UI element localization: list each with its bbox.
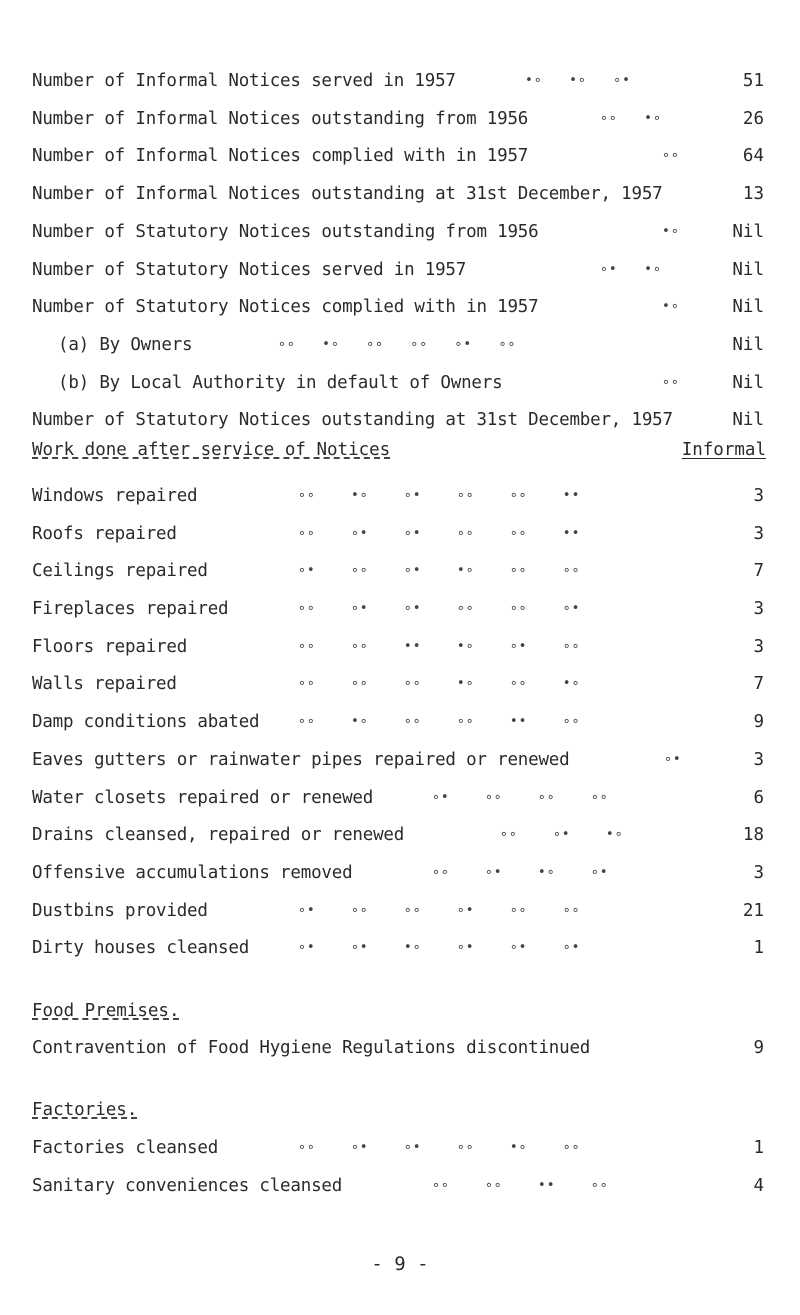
leader-dots: ∘• xyxy=(664,752,682,767)
row-label: Number of Informal Notices outstanding from 1956 xyxy=(32,109,529,129)
leader-dots: ∘∘ ∘∘ •• •∘ ∘• ∘∘ xyxy=(298,639,581,654)
row-value: 51 xyxy=(742,71,764,91)
row-value: 3 xyxy=(753,599,764,619)
leader-dots: ∘∘ ∘∘ •• ∘∘ xyxy=(432,1178,609,1193)
leader-dots: ∘∘ •∘ ∘∘ ∘∘ ∘• ∘∘ xyxy=(278,337,517,352)
row-label: Sanitary conveniences cleansed xyxy=(32,1176,343,1196)
row-value: 1 xyxy=(753,1138,764,1158)
row-value: 4 xyxy=(753,1176,764,1196)
row-label: Number of Statutory Notices complied with in 1957 xyxy=(32,297,539,317)
row-value: 3 xyxy=(753,863,764,883)
row-value: 26 xyxy=(742,109,764,129)
row-label: Number of Informal Notices outstanding at 31st December, 1957 xyxy=(32,184,663,204)
leader-dots: ∘• •∘ xyxy=(600,262,662,277)
leader-dots: ∘• ∘• •∘ ∘• ∘• ∘• xyxy=(298,940,581,955)
row-value: Nil xyxy=(732,222,764,242)
row-label: (b) By Local Authority in default of Owners xyxy=(58,373,503,393)
row-label: Number of Statutory Notices outstanding at 31st December, 1957 xyxy=(32,410,673,430)
row-value: Nil xyxy=(732,335,764,355)
row-label: Offensive accumulations removed xyxy=(32,863,353,883)
leader-dots: ∘∘ ∘• ∘• ∘∘ •∘ ∘∘ xyxy=(298,1140,581,1155)
row-label: Windows repaired xyxy=(32,486,198,506)
leader-dots: ∘• ∘∘ ∘∘ ∘• ∘∘ ∘∘ xyxy=(298,903,581,918)
leader-dots: ∘∘ •∘ xyxy=(600,111,662,126)
leader-dots: •∘ xyxy=(662,224,680,239)
row-label: Drains cleansed, repaired or renewed xyxy=(32,825,405,845)
row-value: Nil xyxy=(732,373,764,393)
row-label: Walls repaired xyxy=(32,674,177,694)
row-value: 7 xyxy=(753,561,764,581)
leader-dots: ∘• ∘∘ ∘∘ ∘∘ xyxy=(432,790,609,805)
row-label: Number of Statutory Notices served in 1957 xyxy=(32,260,467,280)
column-heading: Informal xyxy=(681,440,766,460)
row-label: Number of Statutory Notices outstanding from 1956 xyxy=(32,222,539,242)
row-value: 9 xyxy=(753,712,764,732)
row-label: Roofs repaired xyxy=(32,524,177,544)
row-label: (a) By Owners xyxy=(58,335,193,355)
leader-dots: ∘∘ ∘• ∘• ∘∘ ∘∘ ∘• xyxy=(298,601,581,616)
row-label: Fireplaces repaired xyxy=(32,599,229,619)
row-label: Ceilings repaired xyxy=(32,561,208,581)
leader-dots: ∘∘ xyxy=(662,375,680,390)
row-label: Number of Informal Notices complied with in 1957 xyxy=(32,146,529,166)
row-label: Number of Informal Notices served in 1957 xyxy=(32,71,456,91)
row-value: 7 xyxy=(753,674,764,694)
row-label: Damp conditions abated xyxy=(32,712,260,732)
row-label: Eaves gutters or rainwater pipes repaired or renewed xyxy=(32,750,570,770)
row-value: 3 xyxy=(753,524,764,544)
row-value: Nil xyxy=(732,297,764,317)
section-heading: Food Premises. xyxy=(32,1001,180,1021)
leader-dots: •∘ xyxy=(662,299,680,314)
leader-dots: ∘∘ ∘• •∘ xyxy=(500,827,624,842)
row-value: 18 xyxy=(742,825,764,845)
row-value: 3 xyxy=(753,750,764,770)
row-value: 1 xyxy=(753,938,764,958)
row-value: 3 xyxy=(753,486,764,506)
leader-dots: ∘• ∘∘ ∘• •∘ ∘∘ ∘∘ xyxy=(298,563,581,578)
section-heading: Factories. xyxy=(32,1100,138,1120)
row-value: 9 xyxy=(753,1038,764,1058)
row-label: Contravention of Food Hygiene Regulations discontinued xyxy=(32,1038,591,1058)
row-value: 21 xyxy=(742,901,764,921)
row-label: Water closets repaired or renewed xyxy=(32,788,374,808)
section-heading: Work done after service of Notices xyxy=(32,440,391,460)
row-value: Nil xyxy=(732,410,764,430)
row-label: Floors repaired xyxy=(32,637,188,657)
leader-dots: ∘∘ ∘• •∘ ∘• xyxy=(432,865,609,880)
leader-dots: ∘∘ ∘• ∘• ∘∘ ∘∘ •• xyxy=(298,526,581,541)
leader-dots: •∘ •∘ ∘• xyxy=(525,73,631,88)
leader-dots: ∘∘ ∘∘ ∘∘ •∘ ∘∘ •∘ xyxy=(298,676,581,691)
row-value: 3 xyxy=(753,637,764,657)
row-value: 64 xyxy=(742,146,764,166)
row-value: 6 xyxy=(753,788,764,808)
leader-dots: ∘∘ •∘ ∘• ∘∘ ∘∘ •• xyxy=(298,488,581,503)
row-label: Dirty houses cleansed xyxy=(32,938,250,958)
leader-dots: ∘∘ xyxy=(662,148,680,163)
row-value: Nil xyxy=(732,260,764,280)
leader-dots: ∘∘ •∘ ∘∘ ∘∘ •• ∘∘ xyxy=(298,714,581,729)
page-number: - 9 - xyxy=(371,1253,429,1275)
row-value: 13 xyxy=(742,184,764,204)
row-label: Factories cleansed xyxy=(32,1138,219,1158)
row-label: Dustbins provided xyxy=(32,901,208,921)
